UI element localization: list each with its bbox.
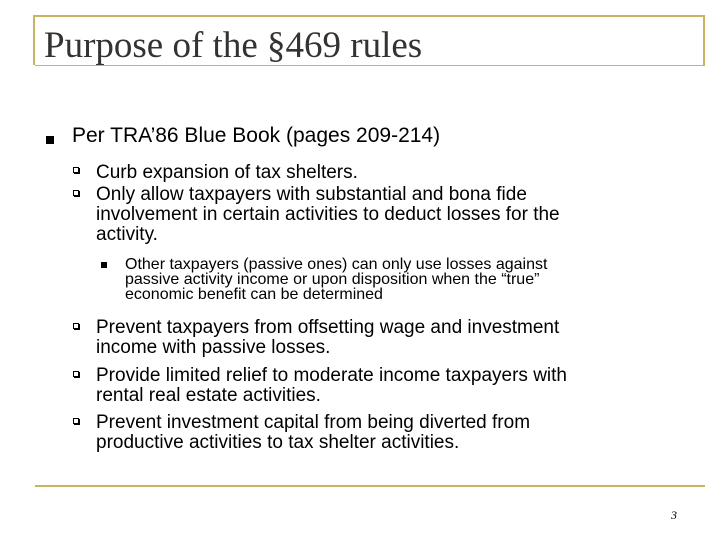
level2-text-3: Prevent taxpayers from offsetting wage and investment income with passive losses. (96, 317, 560, 358)
frame-right-line (703, 15, 705, 65)
slide-title: Purpose of the §469 rules (44, 25, 423, 66)
level2-text-4: Provide limited relief to moderate income taxpayers with rental real estate activities. (96, 365, 567, 406)
level2-bullet-icon-2 (73, 190, 79, 196)
frame-top-line (33, 15, 705, 17)
footer-line (35, 485, 705, 487)
level2-bullet-icon-1 (73, 167, 79, 173)
level2-bullet-icon-4 (73, 371, 79, 377)
level2-bullet-icon-5 (73, 418, 79, 424)
level1-text: Per TRA’86 Blue Book (pages 209-214) (72, 124, 441, 147)
level3-bullet-icon (101, 262, 107, 268)
level2-bullet-icon-3 (73, 323, 79, 329)
level2-text-2: Only allow taxpayers with substantial and bona fide involvement in certain activities to deduct losses for the activity. (96, 184, 560, 245)
level3-text: Other taxpayers (passive ones) can only use losses against passive activity income or upon disposition when the “true” economic benefit can be determined (125, 256, 548, 303)
level1-bullet-icon (46, 136, 54, 144)
level2-text-5: Prevent investment capital from being diverted from productive activities to tax shelter activities. (96, 412, 531, 453)
frame-left-line (33, 15, 35, 65)
page-number: 3 (671, 508, 677, 522)
level2-text-1: Curb expansion of tax shelters. (96, 162, 358, 183)
